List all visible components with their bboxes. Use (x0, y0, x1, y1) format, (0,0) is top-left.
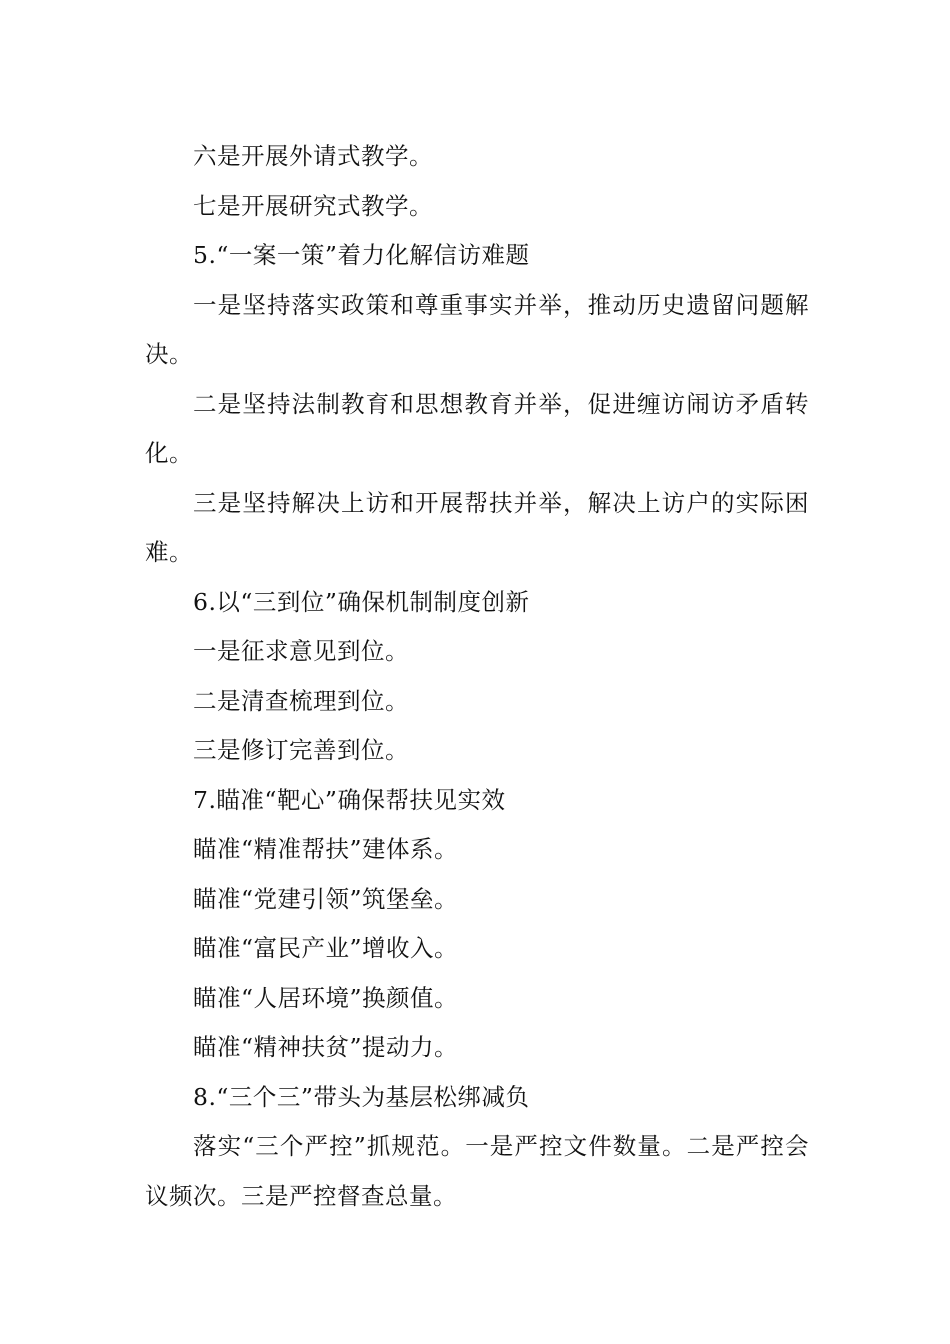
section-heading: 6.以“三到位”确保机制制度创新 (193, 587, 530, 616)
document-body (145, 132, 809, 1221)
section-heading: 5.“一案一策”着力化解信访难题 (193, 241, 530, 269)
paragraph: 二是清查梳理到位。 (193, 686, 409, 715)
paragraph: 七是开展研究式教学。 (193, 191, 433, 220)
section-heading: 8.“三个三”带头为基层松绑减负 (193, 1082, 530, 1111)
paragraph: 瞄准“人居环境”换颜值。 (193, 983, 459, 1012)
paragraph: 二是坚持法制教育和思想教育并举，促进缠访闹访矛盾转化。 (145, 389, 809, 467)
section-heading: 7.瞄准“靶心”确保帮扶见实效 (193, 785, 506, 814)
paragraph: 瞄准“富民产业”增收入。 (193, 934, 459, 962)
paragraph: 一是征求意见到位。 (193, 637, 409, 665)
paragraph: 六是开展外请式教学。 (193, 142, 433, 170)
paragraph: 落实“三个严控”抓规范。一是严控文件数量。二是严控会议频次。三是严控督查总量。 (145, 1132, 809, 1210)
paragraph: 瞄准“精神扶贫”提动力。 (193, 1033, 459, 1061)
paragraph: 三是坚持解决上访和开展帮扶并举，解决上访户的实际困难。 (145, 488, 809, 566)
paragraph: 一是坚持落实政策和尊重事实并举，推动历史遗留问题解决。 (145, 290, 809, 368)
paragraph: 三是修订完善到位。 (193, 736, 409, 764)
paragraph: 瞄准“精准帮扶”建体系。 (193, 835, 459, 863)
paragraph: 瞄准“党建引领”筑堡垒。 (193, 884, 459, 913)
